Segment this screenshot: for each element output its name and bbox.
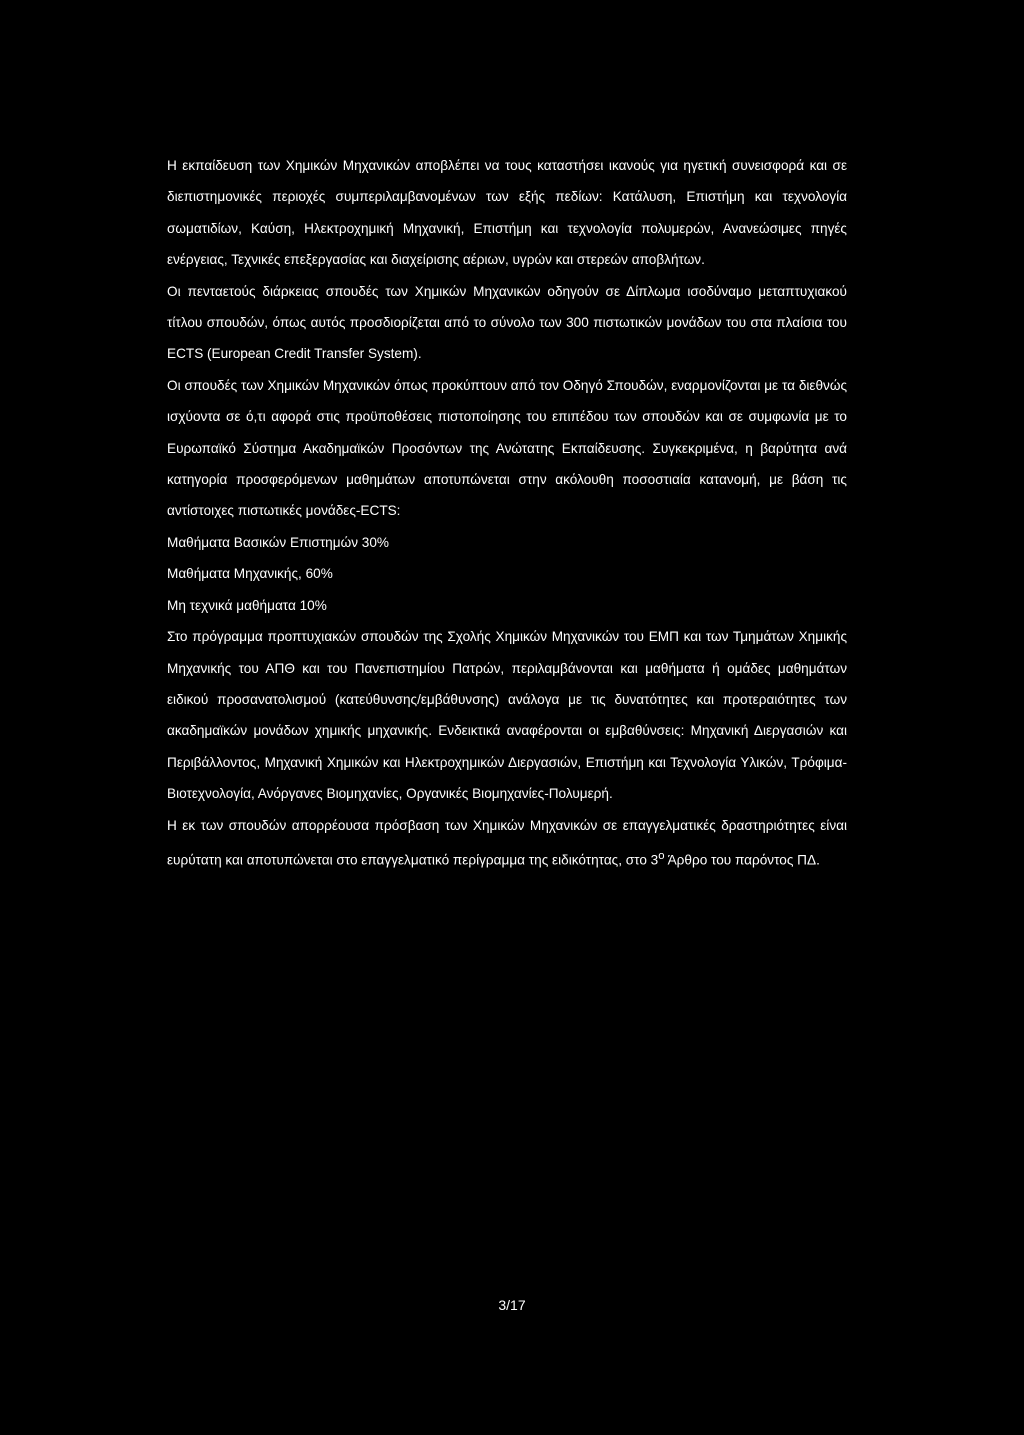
paragraph-studies-harmonization: Οι σπουδές των Χημικών Μηχανικών όπως προκύπτουν από τον Οδηγό Σπουδών, εναρμονίζονται με τα διεθνώς ισχύοντα σε ό,τι αφορά στις προϋποθέσεις πιστοποίησης του επιπέδου των σπουδών και σε συμφωνία με το Ευρωπαϊκό Σύστημα Ακαδημαϊκών Προσόντων της Ανώτατης Εκπαίδευσης. Συγκεκριμένα, η βαρύτητα ανά κατηγορία προσφερόμενων μαθημάτων αποτυπώνεται στην ακόλουθη ποσοστιαία κατανομή, με βάση τις αντίστοιχες πιστωτικές μονάδες-ECTS: <box>167 377 847 519</box>
list-item-basic-sciences: Μαθήματα Βασικών Επιστημών 30% <box>167 534 389 550</box>
professional-access-text-end: Άρθρο του παρόντος ΠΔ. <box>664 852 820 868</box>
list-item-non-technical: Μη τεχνικά μαθήματα 10% <box>167 597 327 613</box>
ordinal-superscript: ο <box>658 849 665 862</box>
paragraph-diploma-duration: Οι πενταετούς διάρκειας σπουδές των Χημικών Μηχανικών οδηγούν σε Δίπλωμα ισοδύναμο μεταπτυχιακού τίτλου σπουδών, όπως αυτός προσδιορίζεται από το σύνολο των 300 πιστωτικών μονάδων του στα πλαίσια του ECTS (European Credit Transfer System). <box>167 283 847 362</box>
professional-access-text: Η εκ των σπουδών απορρέουσα πρόσβαση των Χημικών Μηχανικών σε επαγγελματικές δραστηριότητες είναι ευρύτατη και αποτυπώνεται στο επαγγελματικό περίγραμμα της ειδικότητας, στο 3 <box>167 817 847 868</box>
body-text <box>167 150 847 876</box>
list-item-engineering: Μαθήματα Μηχανικής, 60% <box>167 566 333 582</box>
paragraph-education-goals: Η εκπαίδευση των Χημικών Μηχανικών αποβλέπει να τους καταστήσει ικανούς για ηγετική συνεισφορά και σε διεπιστημονικές περιοχές συμπεριλαμβανομένων των εξής πεδίων: Κατάλυση, Επιστήμη και τεχνολογία σωματιδίων, Καύση, Ηλεκτροχημική Μηχανική, Επιστήμη και τεχνολογία πολυμερών, Ανανεώσιμες πηγές ενέργειας, Τεχνικές επεξεργασίας και διαχείρισης αέριων, υγρών και στερεών αποβλήτων. <box>167 158 847 268</box>
paragraph-professional-access <box>167 810 847 876</box>
paragraph-specializations: Στο πρόγραμμα προπτυχιακών σπουδών της Σχολής Χημικών Μηχανικών του ΕΜΠ και των Τμημάτων Χημικής Μηχανικής του ΑΠΘ και του Πανεπιστημίου Πατρών, περιλαμβάνονται και μαθήματα ή ομάδες μαθημάτων ειδικού προσανατολισμού (κατεύθυνσης/εμβάθυνσης) ανάλογα με τις δυνατότητες και προτεραιότητες των ακαδημαϊκών μονάδων χημικής μηχανικής. Ενδεικτικά αναφέρονται οι εμβαθύνσεις: Μηχανική Διεργασιών και Περιβάλλοντος, Μηχανική Χημικών και Ηλεκτροχημικών Διεργασιών, Επιστήμη και Τεχνολογία Υλικών, Τρόφιμα-Βιοτεχνολογία, Ανόργανες Βιομηχανίες, Οργανικές Βιομηχανίες-Πολυμερή. <box>167 629 847 802</box>
page-number: 3/17 <box>498 1297 526 1313</box>
